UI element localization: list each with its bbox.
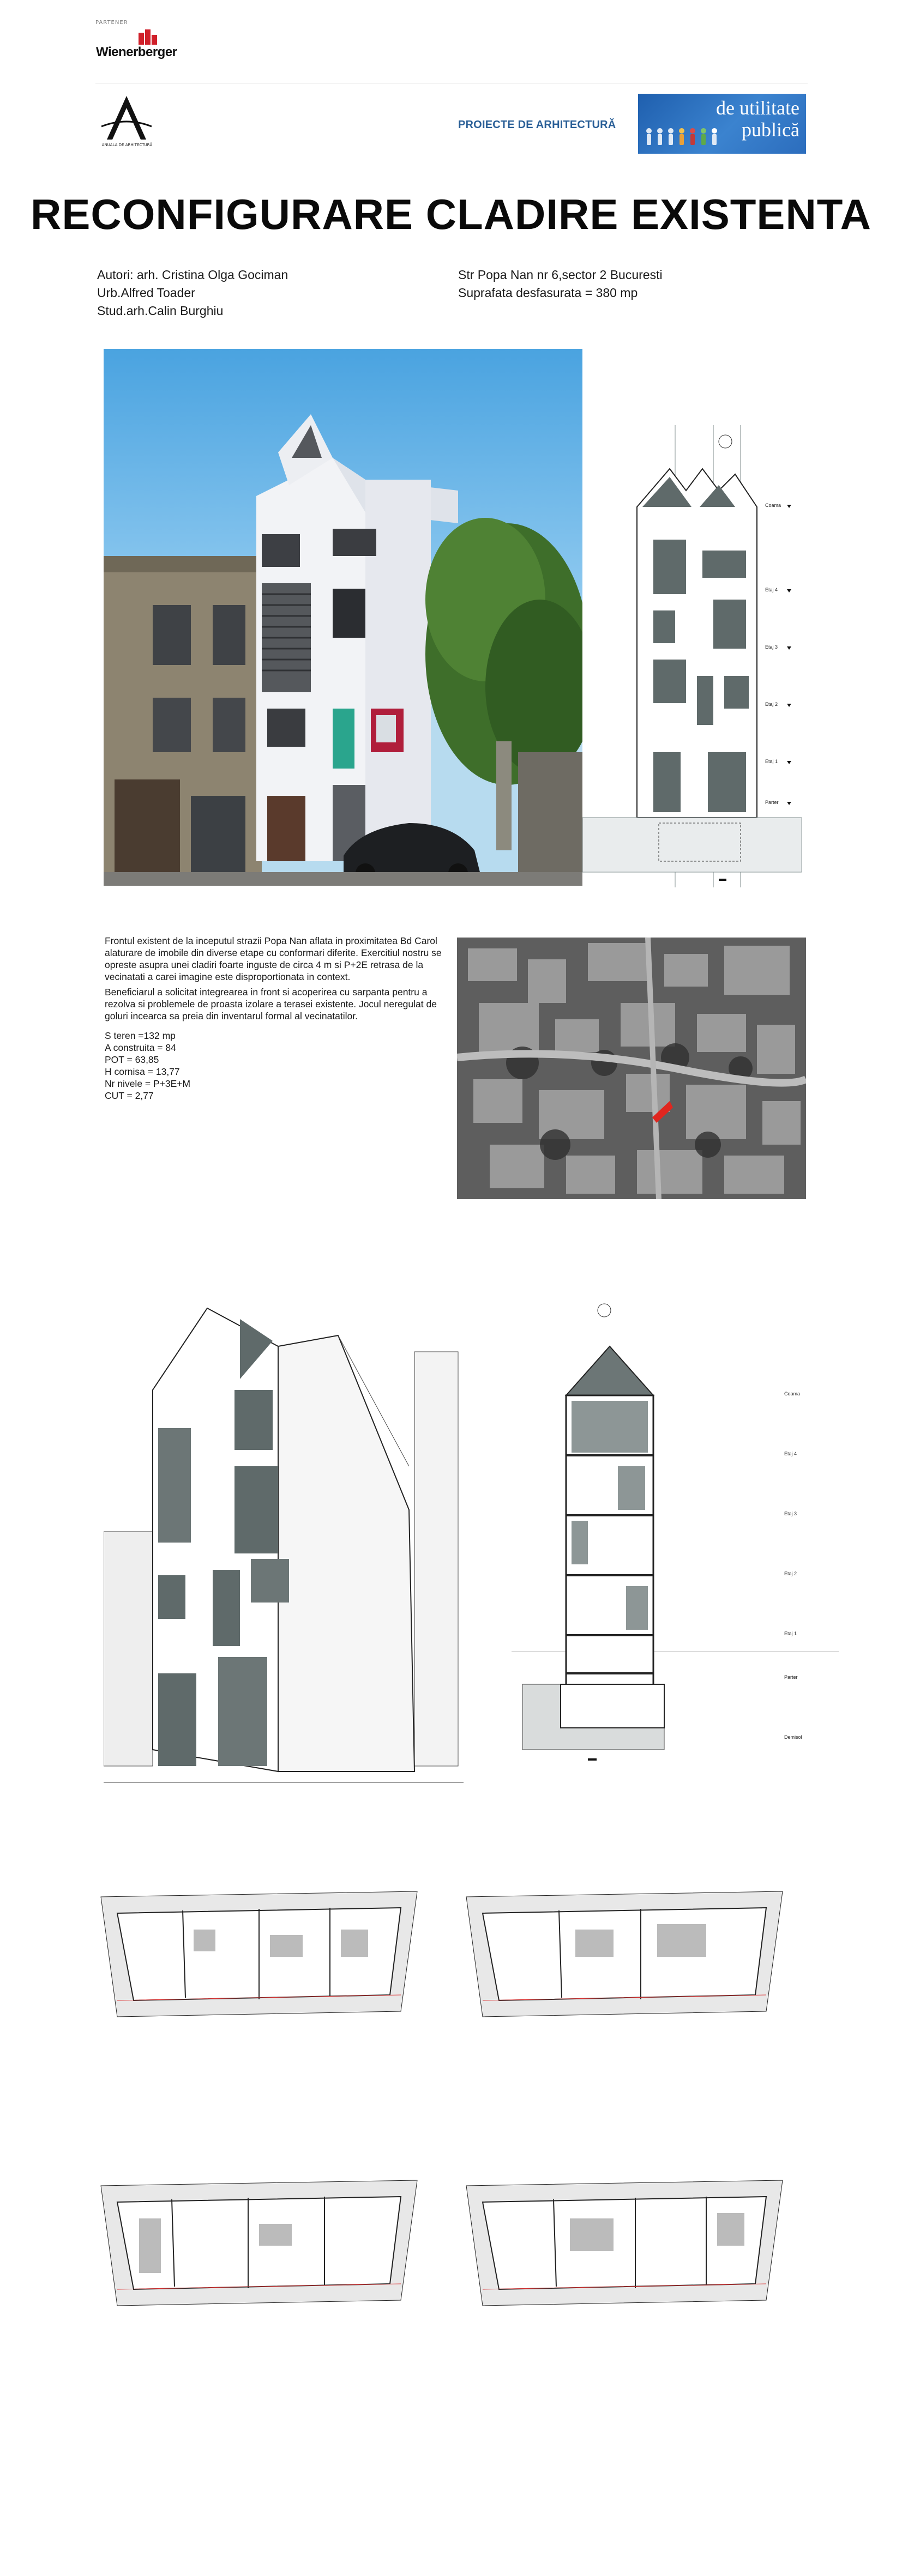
stat-line: CUT = 2,77 — [105, 1090, 154, 1101]
level-label: Etaj 4 — [765, 587, 778, 592]
building-section-drawing — [512, 1303, 839, 1782]
authors-block — [97, 266, 288, 320]
site-area: Suprafata desfasurata = 380 mp — [458, 286, 638, 300]
project-description — [105, 935, 454, 1102]
level-label: Etaj 4 — [784, 1451, 797, 1456]
annual-caption: ANUALA DE ARHITECTURĂ — [101, 143, 153, 147]
floor-plan — [461, 2169, 788, 2344]
badge-line-1: de utilitate — [716, 97, 799, 119]
level-label: Etaj 1 — [765, 759, 778, 764]
level-label: Coama — [784, 1391, 801, 1396]
site-address: Str Popa Nan nr 6,sector 2 Bucuresti — [458, 268, 663, 282]
partner-label: PARTENER — [95, 20, 128, 26]
street-photo-render — [104, 349, 582, 886]
floor-plan — [461, 1880, 788, 2055]
floor-plan — [95, 2169, 423, 2344]
site-info-block — [458, 266, 663, 302]
stat-line: S teren =132 mp — [105, 1030, 176, 1041]
level-label: Parter — [784, 1674, 798, 1680]
description-paragraph: Frontul existent de la inceputul strazii Popa Nan aflata in proximitatea Bd Carol alaturare de imobile din diverse etape cu conformari diferite. Exercitiul nostru se opreste asupra unei cladiri foarte inguste de circa 4 m si P+2E retrasa de la vecinatati a carei imagine este disproportionata in context. — [105, 935, 442, 982]
level-label: Etaj 3 — [784, 1511, 797, 1516]
author-line: Urb.Alfred Toader — [97, 286, 195, 300]
level-label: Parter — [765, 800, 779, 805]
front-elevation-drawing — [582, 425, 802, 887]
level-label: Coama — [765, 503, 781, 508]
stat-line: H cornisa = 13,77 — [105, 1066, 180, 1077]
aerial-site-photo — [457, 938, 806, 1199]
level-label: Etaj 2 — [765, 702, 778, 707]
public-utility-badge — [638, 94, 806, 154]
wienerberger-logo — [94, 27, 197, 60]
axonometric-drawing — [104, 1303, 464, 1793]
badge-line-2: publică — [742, 119, 799, 141]
project-stats — [105, 1030, 454, 1102]
stat-line: Nr nivele = P+3E+M — [105, 1078, 191, 1089]
level-label: Demisol — [784, 1734, 802, 1740]
level-label: Etaj 2 — [784, 1571, 797, 1576]
floor-plan — [95, 1880, 423, 2055]
partner-name: Wienerberger — [96, 45, 177, 59]
author-line: Autori: arh. Cristina Olga Gociman — [97, 268, 288, 282]
brand-flame-icon — [131, 27, 164, 46]
stat-line: POT = 63,85 — [105, 1054, 159, 1065]
stat-line: A construita = 84 — [105, 1042, 176, 1053]
level-label: Etaj 1 — [784, 1631, 797, 1636]
annual-architecture-logo — [94, 93, 159, 158]
description-paragraph: Beneficiarul a solicitat integrearea in front si acoperirea cu sarpanta pentru a rezolva si problemele de proasta izolare a terasei existente. Jocul neregulat de goluri incearca sa preia din inventarul formal al vecinatatilor. — [105, 987, 437, 1021]
letter-a-logo-icon — [94, 93, 159, 143]
people-crowd-icon — [644, 124, 725, 149]
level-label: Etaj 3 — [765, 644, 778, 650]
author-line: Stud.arh.Calin Burghiu — [97, 304, 224, 318]
category-label: PROIECTE DE ARHITECTURĂ — [458, 119, 616, 131]
page-title: RECONFIGURARE CLADIRE EXISTENTA — [31, 190, 871, 238]
